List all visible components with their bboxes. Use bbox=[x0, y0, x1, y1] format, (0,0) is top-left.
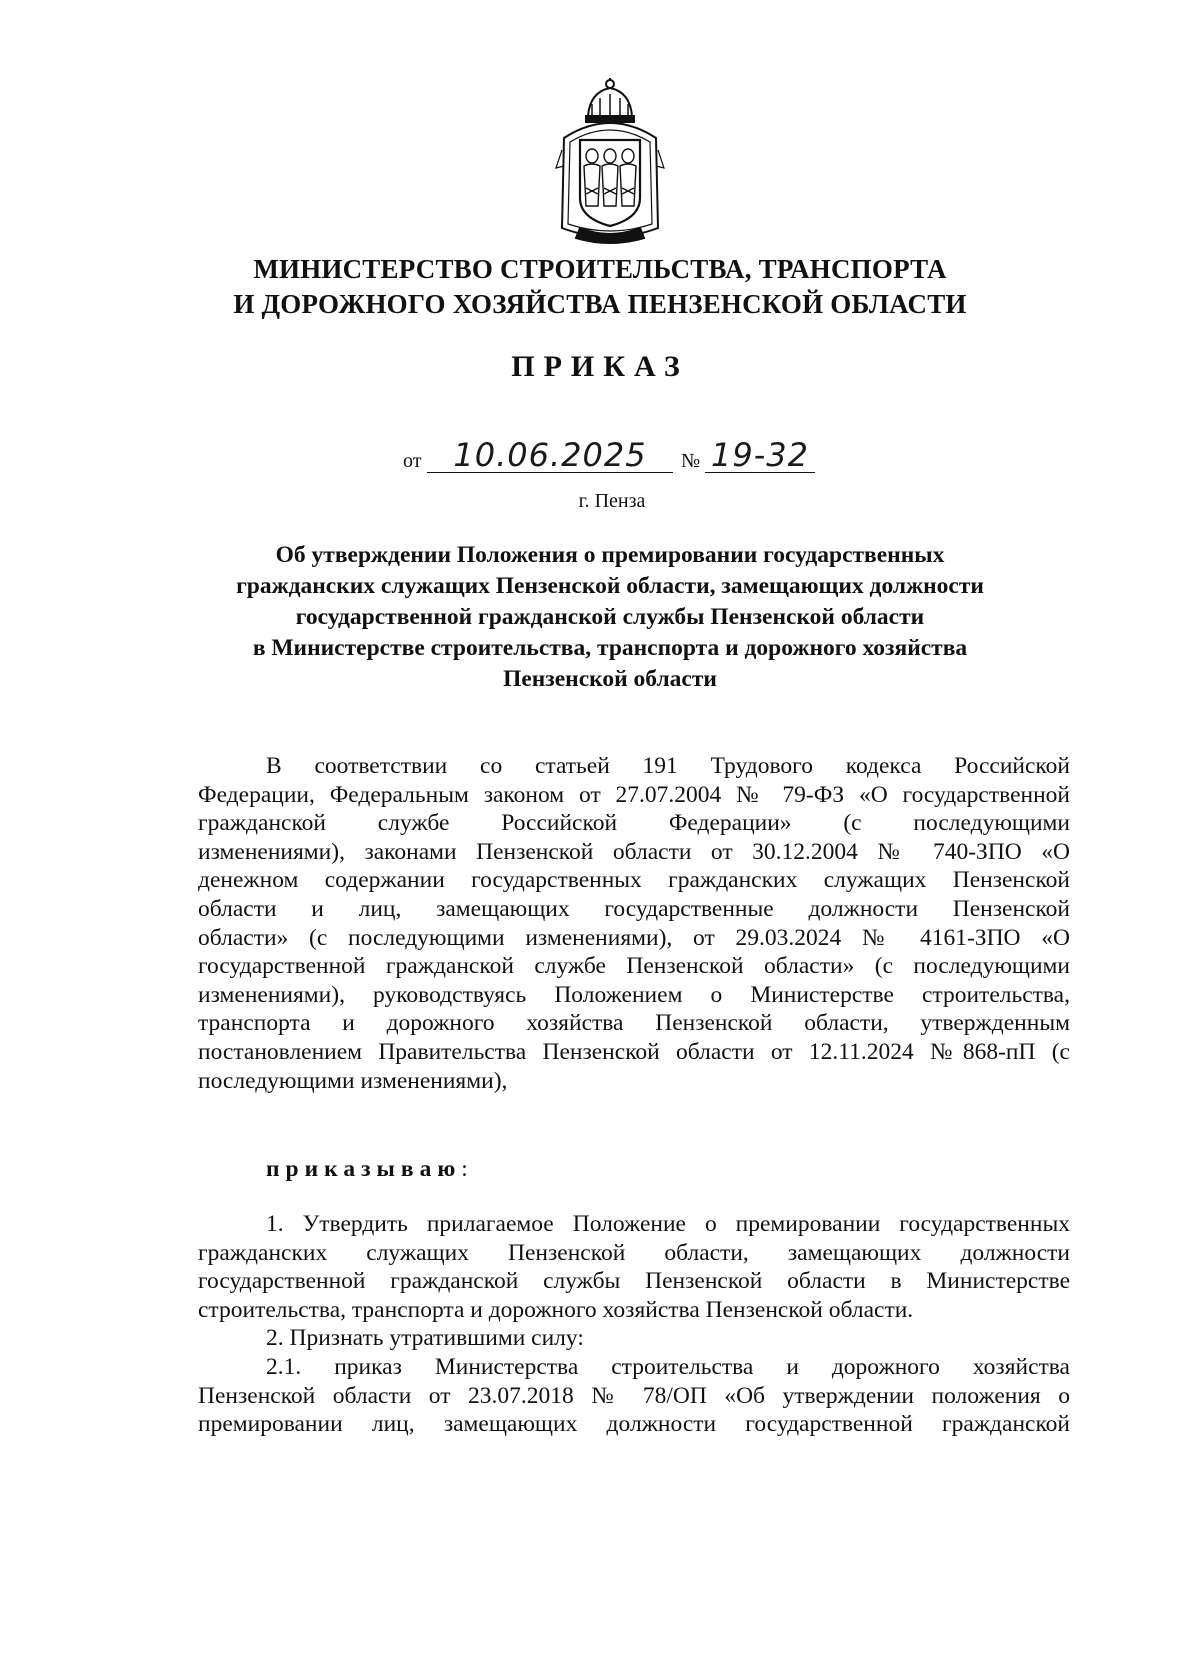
coat-of-arms-emblem bbox=[550, 78, 670, 248]
item-line: гражданских служащих Пензенской области, замещающих должности bbox=[198, 1239, 1070, 1266]
decree-word bbox=[266, 1156, 468, 1183]
item-line: 2. Признать утратившими силу: bbox=[266, 1325, 584, 1352]
preamble-line: области» (с последующими изменениями), от 29.03.2024 № 4161-ЗПО «О bbox=[198, 924, 1070, 951]
order-number-handwritten: 19-32 bbox=[705, 438, 815, 473]
decree-word-text: приказываю bbox=[266, 1156, 462, 1182]
preamble-line: транспорта и дорожного хозяйства Пензенской области, утвержденным bbox=[198, 1010, 1070, 1037]
ministry-name-line-1: МИНИСТЕРСТВО СТРОИТЕЛЬСТВА, ТРАНСПОРТА bbox=[253, 254, 947, 284]
order-subject bbox=[150, 540, 1070, 695]
ministry-name bbox=[0, 252, 1200, 322]
item-line: строительства, транспорта и дорожного хозяйства Пензенской области. bbox=[198, 1296, 914, 1323]
item-line: 2.1. приказ Министерства строительства и дорожного хозяйства bbox=[266, 1353, 1070, 1380]
item-line: государственной гражданской службы Пензенской области в Министерстве bbox=[198, 1268, 1070, 1295]
preamble-line: изменениями), руководствуясь Положением о Министерстве строительства, bbox=[198, 981, 1070, 1008]
subject-line: Об утверждении Положения о премировании государственных bbox=[275, 542, 945, 568]
preamble-line: гражданской службе Российской Федерации» (с последующими bbox=[198, 810, 1070, 837]
ministry-name-line-2: И ДОРОЖНОГО ХОЗЯЙСТВА ПЕНЗЕНСКОЙ ОБЛАСТИ bbox=[233, 289, 967, 319]
preamble-line: области и лиц, замещающих государственные должности Пензенской bbox=[198, 895, 1070, 922]
preamble-paragraph bbox=[198, 752, 1070, 1095]
item-line: премировании лиц, замещающих должности государственной гражданской bbox=[198, 1411, 1070, 1438]
item-line: Пензенской области от 23.07.2018 № 78/ОП «Об утверждении положения о bbox=[198, 1382, 1070, 1409]
preamble-line: В соответствии со статьей 191 Трудового кодекса Российской bbox=[266, 753, 1070, 779]
city: г. Пенза bbox=[578, 490, 646, 512]
item-line: 1. Утвердить прилагаемое Положение о премировании государственных bbox=[266, 1211, 1070, 1237]
preamble-line: Федерации, Федеральным законом от 27.07.2004 № 79-ФЗ «О государственной bbox=[198, 781, 1070, 808]
preamble-line: последующими изменениями), bbox=[198, 1067, 508, 1094]
subject-line: в Министерстве строительства, транспорта и дорожного хозяйства bbox=[252, 635, 968, 661]
preamble-line: государственной гражданской службе Пензенской области» (с последующими bbox=[198, 953, 1070, 980]
subject-line: государственной гражданской службы Пензенской области bbox=[295, 604, 925, 630]
preamble-line: постановлением Правительства Пензенской области от 12.11.2024 №868-пП (с bbox=[198, 1038, 1070, 1065]
preamble-line: денежном содержании государственных гражданских служащих Пензенской bbox=[198, 867, 1070, 894]
order-date-number-line bbox=[403, 438, 863, 478]
date-prefix: от bbox=[403, 450, 422, 472]
preamble-line: изменениями), законами Пензенской области от 30.12.2004 № 740-ЗПО «О bbox=[198, 838, 1070, 865]
number-prefix: № bbox=[681, 450, 701, 472]
subject-line: гражданских служащих Пензенской области, замещающих должности bbox=[236, 573, 984, 599]
order-date-handwritten: 10.06.2025 bbox=[427, 438, 673, 473]
order-title: ПРИКАЗ bbox=[511, 350, 689, 383]
decree-colon: : bbox=[461, 1156, 468, 1182]
subject-line: Пензенской области bbox=[503, 666, 717, 692]
order-items bbox=[198, 1210, 1070, 1439]
